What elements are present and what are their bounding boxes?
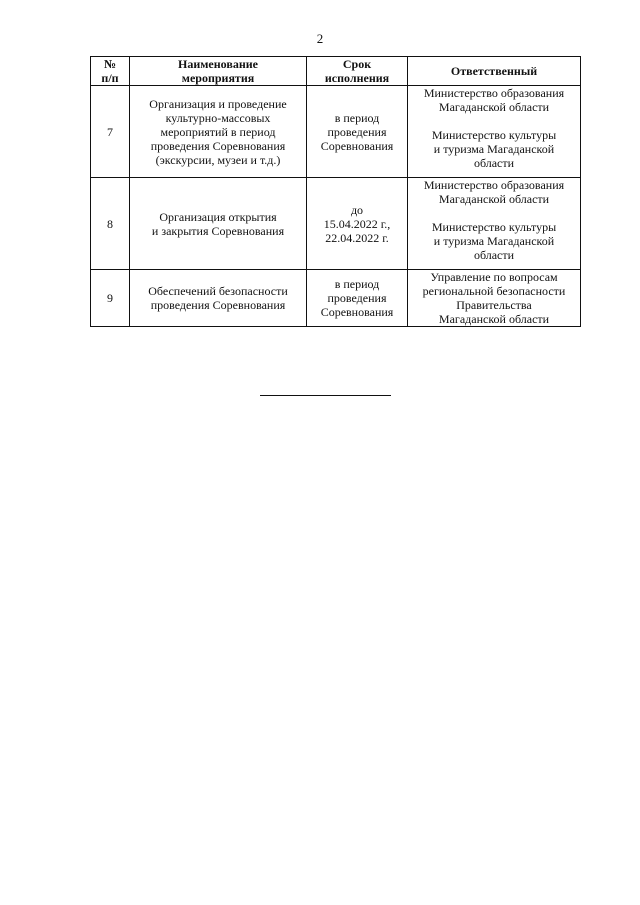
table-body: [91, 86, 581, 327]
responsible-primary: Министерство образования Магаданской области: [423, 86, 565, 114]
header-term: Срок исполнения: [307, 57, 408, 86]
end-of-document-rule: [260, 395, 391, 396]
header-responsible: Ответственный: [408, 57, 581, 86]
events-table: [90, 56, 581, 327]
table-row: [91, 86, 581, 178]
row-term: до 15.04.2022 г., 22.04.2022 г.: [307, 178, 408, 270]
responsible-secondary: Министерство культуры и туризма Магаданской области: [431, 128, 557, 170]
page-number: 2: [316, 31, 324, 46]
row-num: 7: [91, 86, 130, 178]
table-row: [91, 178, 581, 270]
responsible-secondary: Министерство культуры и туризма Магаданской области: [431, 220, 557, 262]
responsible-gap: [410, 114, 578, 128]
row-num: 8: [91, 178, 130, 270]
row-term: в период проведения Соревнования: [307, 270, 408, 327]
row-responsible: [408, 86, 581, 178]
responsible-primary: Министерство образования Магаданской области: [423, 178, 565, 206]
row-name: Обеспечений безопасности проведения Соревнования: [130, 270, 307, 327]
row-name: Организация и проведение культурно-массовых мероприятий в период проведения Соревнования (экскурсии, музеи и т.д.): [130, 86, 307, 178]
row-responsible: [408, 178, 581, 270]
table-row: [91, 270, 581, 327]
table-header: [91, 57, 581, 86]
header-name: Наименование мероприятия: [130, 57, 307, 86]
row-num: 9: [91, 270, 130, 327]
row-responsible: [408, 270, 581, 327]
header-num: № п/п: [91, 57, 130, 86]
header-row: [91, 57, 581, 86]
responsible-gap: [410, 206, 578, 220]
responsible-primary: Управление по вопросам региональной безопасности Правительства Магаданской области: [422, 270, 566, 326]
row-term: в период проведения Соревнования: [307, 86, 408, 178]
row-name: Организация открытия и закрытия Соревнования: [130, 178, 307, 270]
